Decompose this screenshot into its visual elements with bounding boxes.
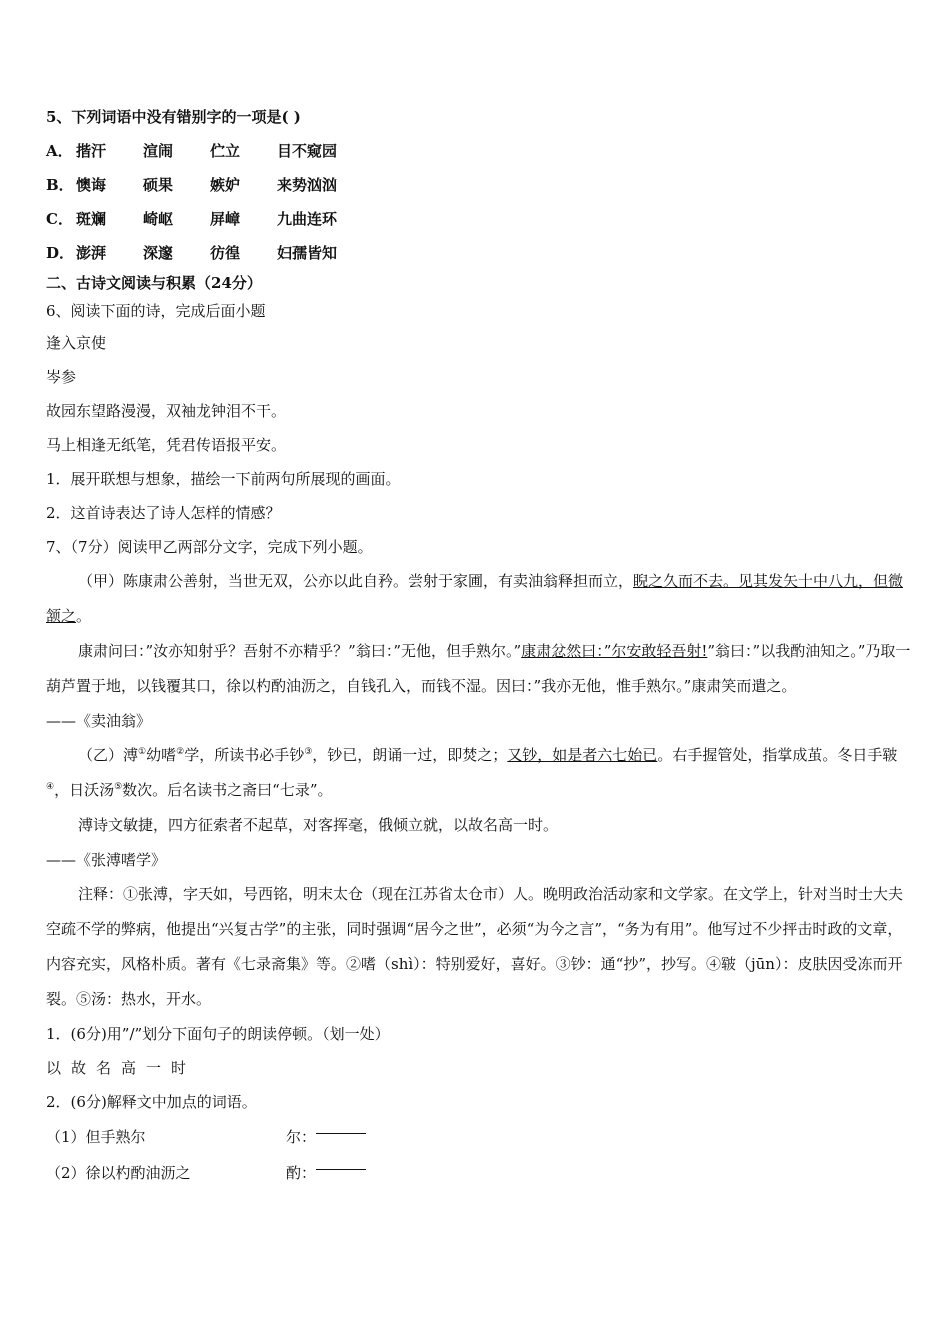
option-word: 妇孺皆知 xyxy=(277,244,338,262)
option-word: 硕果 xyxy=(143,176,174,194)
passage-text: 。右手握管处，指掌成茧。冬日手皲 xyxy=(657,746,898,764)
passage-text: ，钞已，朗诵一过，即焚之； xyxy=(312,746,508,764)
option-word: 渲闹 xyxy=(143,142,174,160)
passage-text: 。 xyxy=(76,607,92,625)
question-7-intro: 7、（7分）阅读甲乙两部分文字，完成下列小题。 xyxy=(46,538,373,556)
vocab-item xyxy=(46,1119,912,1155)
question-6-sub1: 1．展开联想与想象，描绘一下前两句所展现的画面。 xyxy=(46,470,401,488)
option-d xyxy=(46,236,912,270)
vocab-word: 酌： xyxy=(286,1164,317,1182)
option-word: 澎湃 xyxy=(76,244,107,262)
option-word: 彷徨 xyxy=(210,244,241,262)
poem-title: 逢入京使 xyxy=(46,334,107,352)
vocab-question: （1）但手熟尔 xyxy=(46,1128,146,1146)
option-label: A． xyxy=(46,142,73,160)
passage-text: （乙）溥 xyxy=(78,746,139,764)
question-6-intro: 6、阅读下面的诗，完成后面小题 xyxy=(46,302,266,320)
vocab-word: 尔： xyxy=(286,1128,317,1146)
option-word: 屏嶂 xyxy=(210,210,241,228)
passage-text: 康肃问曰：”汝亦知射乎？吾射不亦精乎？”翁曰：”无他，但手熟尔。” xyxy=(78,642,522,660)
passage-yi-paragraph-1 xyxy=(46,738,912,808)
vocab-item xyxy=(46,1155,912,1191)
option-word: 目不窥园 xyxy=(277,142,338,160)
option-label: B． xyxy=(46,176,74,194)
document-page xyxy=(46,100,912,1191)
underlined-sentence: 又钞，如是者六七始已 xyxy=(507,746,658,764)
underlined-sentence: 睨之久而不去。见其发矢十中八九，但微颔之 xyxy=(46,572,904,625)
option-word: 崎岖 xyxy=(143,210,174,228)
option-word: 嫉妒 xyxy=(210,176,241,194)
passage-text: （甲）陈康肃公善射，当世无双，公亦以此自矜。尝射于家圃，有卖油翁释担而立， xyxy=(78,572,634,590)
question-7-sub2: 2．(6分)解释文中加点的词语。 xyxy=(46,1093,257,1111)
footnote-marker: ⑤ xyxy=(114,782,123,792)
option-word: 九曲连环 xyxy=(277,210,338,228)
underlined-sentence: 康肃忿然曰：”尔安敢轻吾射! xyxy=(521,642,708,660)
footnote-marker: ② xyxy=(176,747,185,757)
option-word: 斑斓 xyxy=(76,210,107,228)
option-label: D． xyxy=(46,244,75,262)
option-word: 深邃 xyxy=(143,244,174,262)
passage-source: ——《张溥嗜学》 xyxy=(46,851,167,869)
answer-blank[interactable] xyxy=(316,1155,366,1170)
option-word: 懊诲 xyxy=(76,176,107,194)
passage-source: ——《卖油翁》 xyxy=(46,712,152,730)
option-word: 来势汹汹 xyxy=(277,176,338,194)
passage-text: 数次。后名读书之斋曰“七录”。 xyxy=(122,781,333,799)
annotation-notes: 注释：①张溥，字天如，号西铭，明末太仓（现在江苏省太仓市）人。晚明政治活动家和文学家。在文学上，针对当时士大夫空疏不学的弊病，他提出“兴复古学”的主张，同时强调“居今之世”，必须“为今之言”，“务为有用”。他写过不少抨击时政的文章，内容充实，风格朴质。著有《七录斋集》等。②嗜（shì）：特别爱好，喜好。③钞：通“抄”，抄写。④皲（jūn）：皮肤因受冻而开裂。⑤汤：热水，开水。 xyxy=(46,885,904,1008)
question-7-sub1: 1．(6分)用”/”划分下面句子的朗读停顿。（划一处） xyxy=(46,1025,390,1043)
poem-line: 马上相逢无纸笔，凭君传语报平安。 xyxy=(46,436,287,454)
passage-yi-paragraph-2: 溥诗文敏捷，四方征索者不起草，对客挥毫，俄倾立就，以故名高一时。 xyxy=(78,816,559,834)
passage-text: ，日沃汤 xyxy=(54,781,115,799)
footnote-marker: ③ xyxy=(304,747,313,757)
passage-text: 学，所读书必手钞 xyxy=(184,746,305,764)
poem-line: 故园东望路漫漫，双袖龙钟泪不干。 xyxy=(46,402,287,420)
passage-text: ”翁曰：”以我酌油知之。”乃取一葫芦置于地，以钱覆其口，徐以杓酌油沥之，自钱孔入，而钱不湿。因曰：”我亦无他，惟手熟尔。”康肃笑而遣之。 xyxy=(46,642,911,695)
option-word: 伫立 xyxy=(210,142,241,160)
section-heading: 二、古诗文阅读与积累（24分） xyxy=(46,274,262,292)
option-label: C． xyxy=(46,210,73,228)
passage-text: 幼嗜 xyxy=(146,746,177,764)
passage-jia-paragraph-2 xyxy=(46,634,912,704)
option-b xyxy=(46,168,912,202)
footnote-marker: ④ xyxy=(46,782,55,792)
question-5-title: 5、下列词语中没有错别字的一项是( ) xyxy=(46,108,301,126)
option-a xyxy=(46,134,912,168)
passage-jia-paragraph-1 xyxy=(46,564,912,634)
vocab-question: （2）徐以杓酌油沥之 xyxy=(46,1164,191,1182)
option-c xyxy=(46,202,912,236)
poem-author: 岑参 xyxy=(46,368,77,386)
option-word: 揩汗 xyxy=(76,142,107,160)
footnote-marker: ① xyxy=(138,747,147,757)
answer-blank[interactable] xyxy=(316,1119,366,1134)
pause-sentence: 以故名高一时 xyxy=(46,1059,197,1077)
question-6-sub2: 2．这首诗表达了诗人怎样的情感？ xyxy=(46,504,281,522)
